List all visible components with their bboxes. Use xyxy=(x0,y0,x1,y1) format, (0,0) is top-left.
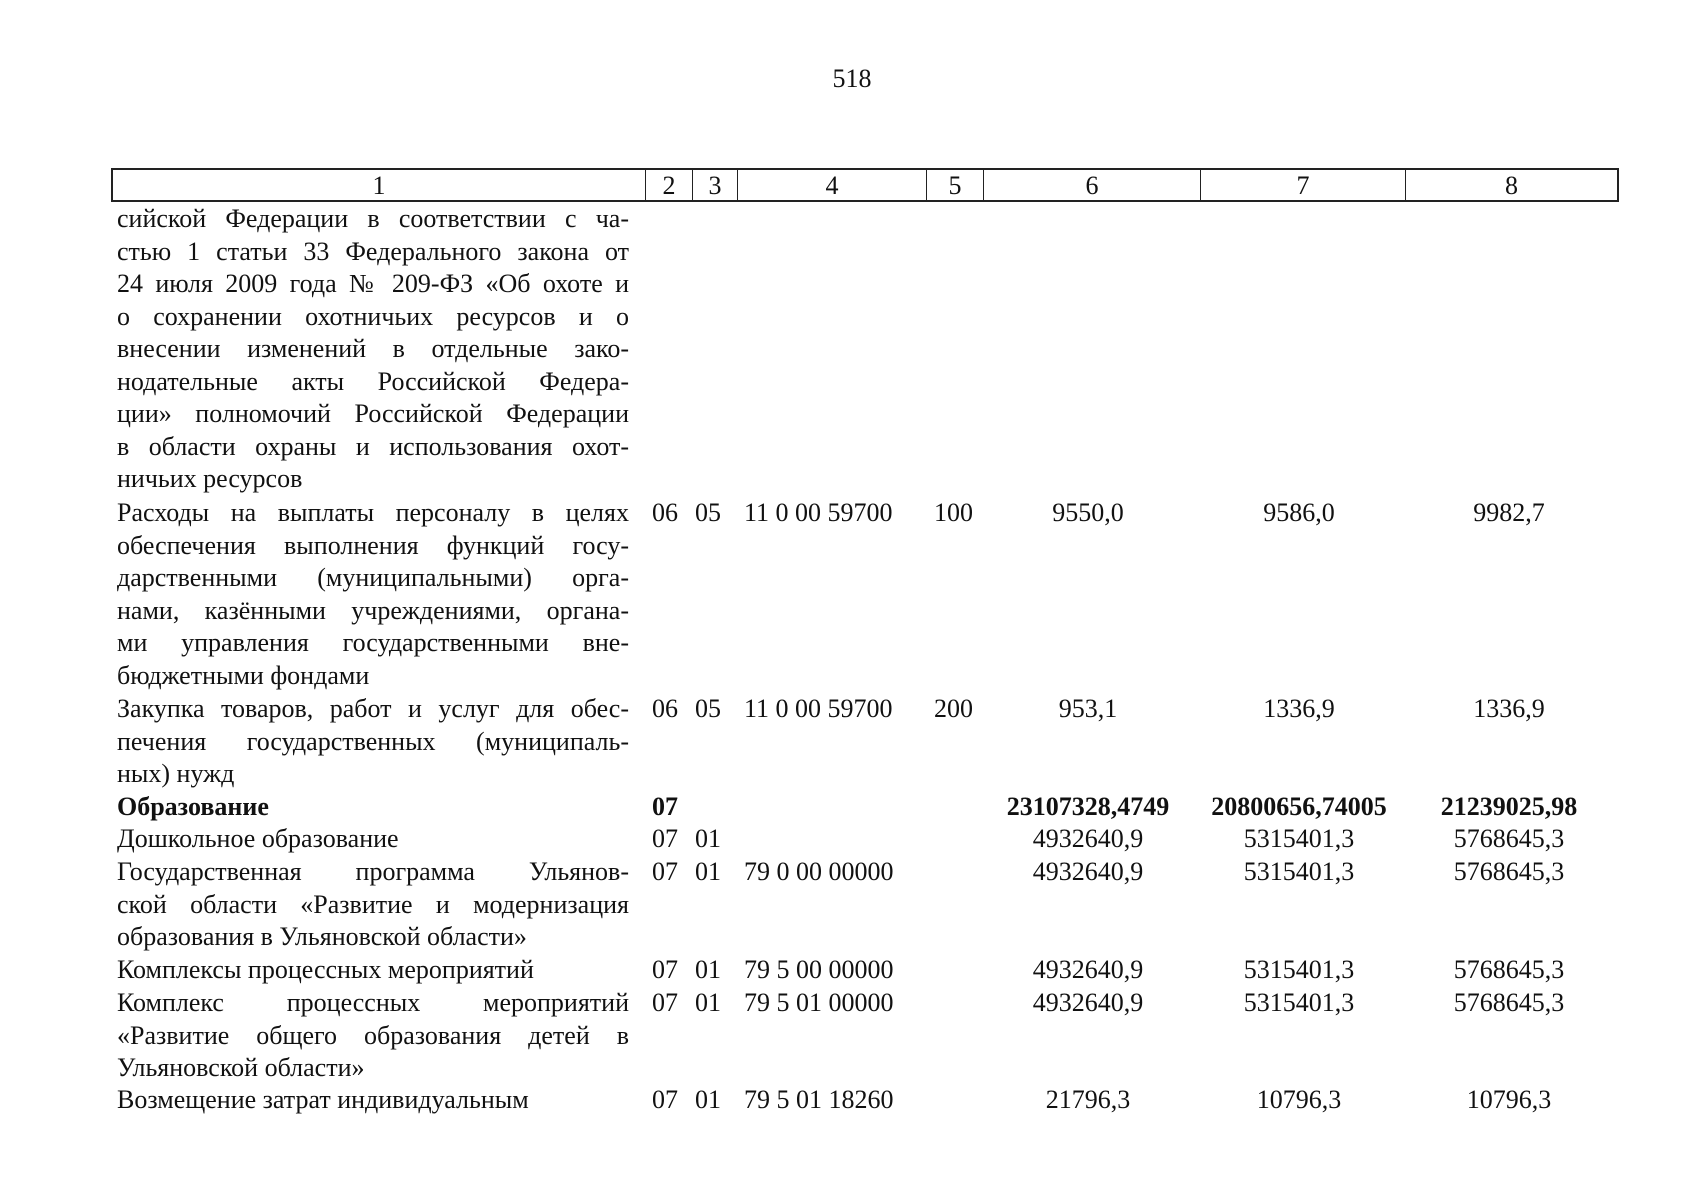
cell-col-2: 07 xyxy=(652,857,678,886)
cell-col-7: 5315401,3 xyxy=(1243,988,1355,1017)
cell-col-5: 100 xyxy=(934,498,973,527)
cell-col-4: 79 5 01 00000 xyxy=(744,988,894,1017)
cell-col-2: 07 xyxy=(652,1085,678,1114)
cell-col-2: 06 xyxy=(652,498,678,527)
cell-col-7: 5315401,3 xyxy=(1243,824,1355,853)
description-line: бюджетными фондами xyxy=(117,660,370,690)
description-line: Возмещение затрат индивидуальным xyxy=(117,1085,529,1114)
description-line: в области охраны и использования охот- xyxy=(117,431,629,461)
description-line: Дошкольное образование xyxy=(117,824,399,853)
cell-col-2: 06 xyxy=(652,694,678,723)
description-line: ных) нужд xyxy=(117,759,235,788)
column-header-4: 4 xyxy=(738,170,927,200)
cell-col-6: 21796,3 xyxy=(1045,1085,1131,1114)
description-line: «Развитие общего образования детей в xyxy=(117,1020,629,1050)
row-description xyxy=(117,954,629,987)
row-description xyxy=(117,203,629,496)
description-line: ской области «Развитие и модернизация xyxy=(117,889,629,919)
cell-col-4: 11 0 00 59700 xyxy=(744,498,893,527)
cell-col-8: 5768645,3 xyxy=(1453,824,1565,853)
description-line: образования в Ульяновской области» xyxy=(117,922,527,951)
cell-col-8: 21239025,98 xyxy=(1440,792,1578,821)
cell-col-4: 79 5 00 00000 xyxy=(744,955,894,984)
description-line: нами, казёнными учреждениями, органа- xyxy=(117,595,629,625)
column-header-5: 5 xyxy=(927,170,984,200)
cell-col-2: 07 xyxy=(652,955,678,984)
description-line: внесении изменений в отдельные зако- xyxy=(117,334,629,363)
description-line: ции» полномочий Российской Федерации xyxy=(117,399,629,428)
description-line: нодательные акты Российской Федера- xyxy=(117,366,629,396)
cell-col-7: 20800656,74005 xyxy=(1211,792,1387,821)
description-line: обеспечения выполнения функций госу- xyxy=(117,530,629,560)
cell-col-3: 01 xyxy=(695,824,721,853)
cell-col-2: 07 xyxy=(652,824,678,853)
column-header-7: 7 xyxy=(1201,170,1406,200)
description-line: стью 1 статьи 33 Федерального закона от xyxy=(117,236,629,266)
cell-col-8: 10796,3 xyxy=(1466,1085,1552,1114)
row-description xyxy=(117,791,629,824)
cell-col-7: 5315401,3 xyxy=(1243,955,1355,984)
description-line: печения государственных (муниципаль- xyxy=(117,726,629,756)
description-line: Комплекс процессных мероприятий xyxy=(117,988,629,1017)
cell-col-6: 9550,0 xyxy=(1052,498,1124,527)
cell-col-2: 07 xyxy=(652,792,678,821)
cell-col-4: 79 0 00 00000 xyxy=(744,857,894,886)
cell-col-3: 01 xyxy=(695,857,721,886)
cell-col-8: 5768645,3 xyxy=(1453,955,1565,984)
cell-col-3: 05 xyxy=(695,498,721,527)
cell-col-7: 5315401,3 xyxy=(1243,857,1355,886)
cell-col-8: 9982,7 xyxy=(1473,498,1545,527)
column-header-1: 1 xyxy=(113,170,646,200)
cell-col-2: 07 xyxy=(652,988,678,1017)
description-line: ничьих ресурсов xyxy=(117,464,303,493)
description-line: Закупка товаров, работ и услуг для обес- xyxy=(117,694,629,723)
description-line: Государственная программа Ульянов- xyxy=(117,857,629,886)
description-line: дарственными (муниципальными) орга- xyxy=(117,563,629,592)
cell-col-3: 01 xyxy=(695,988,721,1017)
description-line: Комплексы процессных мероприятий xyxy=(117,955,534,984)
cell-col-7: 9586,0 xyxy=(1263,498,1335,527)
cell-col-3: 01 xyxy=(695,955,721,984)
row-description xyxy=(117,856,629,954)
cell-col-6: 23107328,4749 xyxy=(1006,792,1170,821)
cell-col-6: 4932640,9 xyxy=(1032,824,1144,853)
cell-col-5: 200 xyxy=(934,694,973,723)
cell-col-6: 953,1 xyxy=(1058,694,1118,723)
row-description xyxy=(117,497,629,692)
row-description xyxy=(117,693,629,791)
cell-col-4: 11 0 00 59700 xyxy=(744,694,893,723)
cell-col-4: 79 5 01 18260 xyxy=(744,1085,894,1114)
table-column-header xyxy=(111,168,1619,202)
column-header-8: 8 xyxy=(1505,171,1518,200)
cell-col-8: 5768645,3 xyxy=(1453,857,1565,886)
row-description xyxy=(117,1084,629,1117)
description-line: 24 июля 2009 года № 209-ФЗ «Об охоте и xyxy=(117,269,629,298)
cell-col-6: 4932640,9 xyxy=(1032,857,1144,886)
column-header-3: 3 xyxy=(693,170,738,200)
cell-col-8: 1336,9 xyxy=(1473,694,1545,723)
description-line: о сохранении охотничьих ресурсов и о xyxy=(117,301,629,331)
row-description xyxy=(117,987,629,1085)
description-line: Ульяновской области» xyxy=(117,1053,365,1082)
description-line: ми управления государственными вне- xyxy=(117,628,629,657)
cell-col-7: 1336,9 xyxy=(1263,694,1335,723)
cell-col-8: 5768645,3 xyxy=(1453,988,1565,1017)
row-description xyxy=(117,823,629,856)
column-header-2: 2 xyxy=(646,170,693,200)
cell-col-7: 10796,3 xyxy=(1256,1085,1342,1114)
cell-col-3: 01 xyxy=(695,1085,721,1114)
cell-col-6: 4932640,9 xyxy=(1032,988,1144,1017)
column-header-6: 6 xyxy=(984,170,1201,200)
cell-col-6: 4932640,9 xyxy=(1032,955,1144,984)
cell-col-3: 05 xyxy=(695,694,721,723)
description-line: Расходы на выплаты персоналу в целях xyxy=(117,498,629,527)
description-line: сийской Федерации в соответствии с ча- xyxy=(117,204,629,233)
description-line: Образование xyxy=(117,792,269,821)
page-number: 518 xyxy=(832,64,872,93)
